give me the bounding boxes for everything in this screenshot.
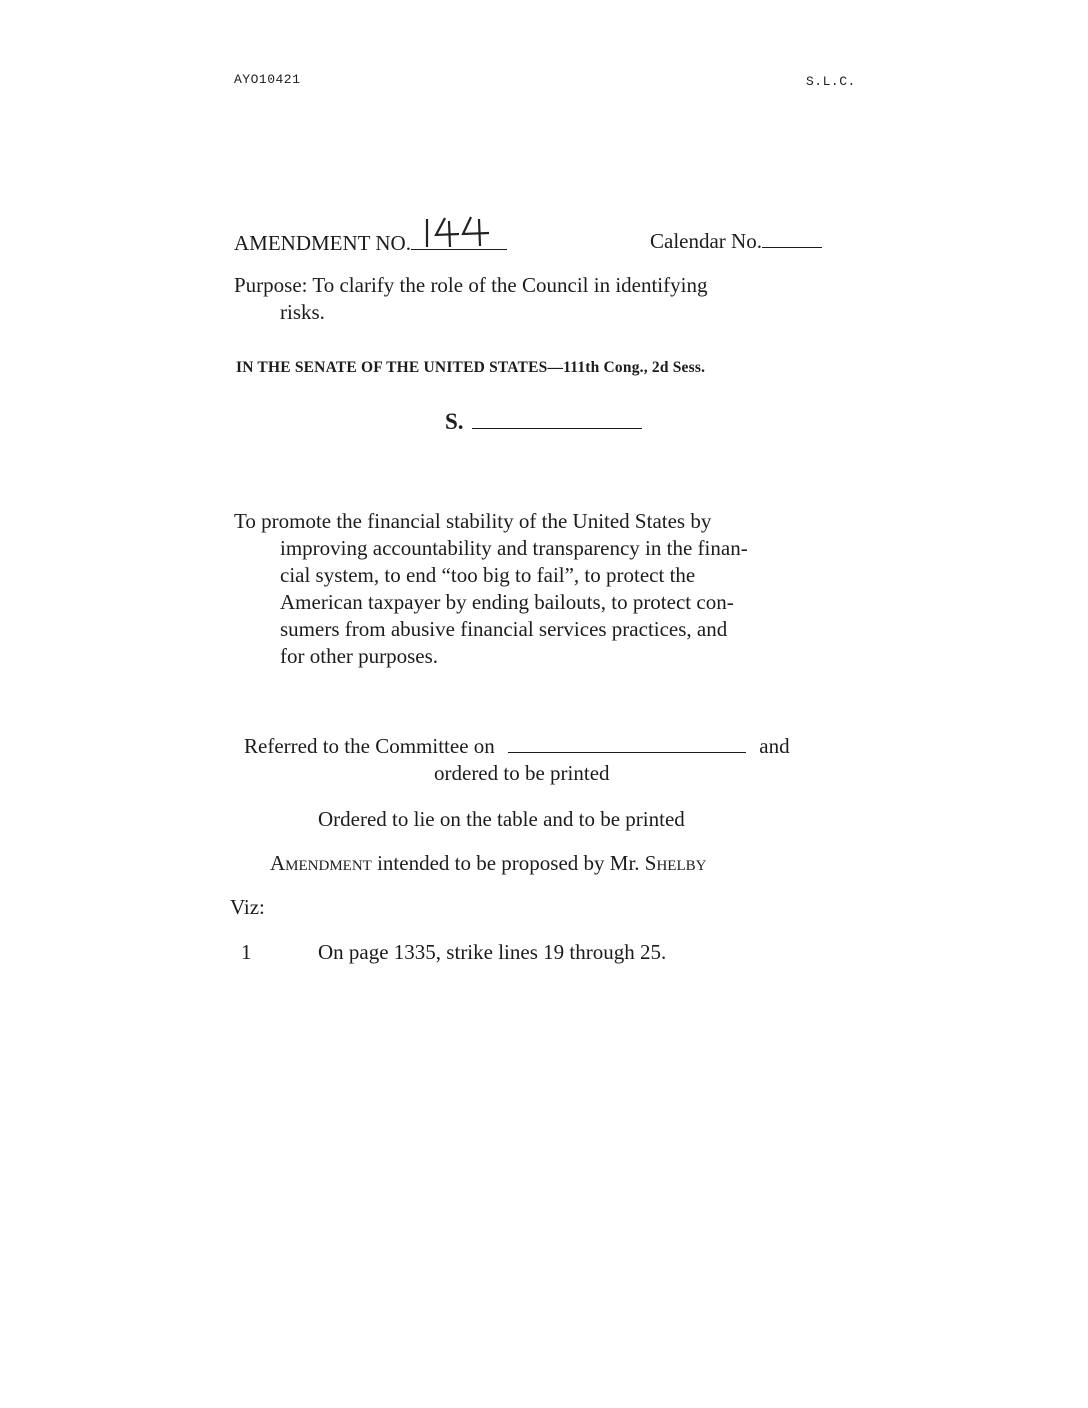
senate-heading: IN THE SENATE OF THE UNITED STATES—111th Cong., 2d Sess.: [236, 359, 706, 376]
bill-number-blank: [472, 408, 642, 429]
amendment-word: Amendment: [270, 851, 372, 875]
amendment-text-line: On page 1335, strike lines 19 through 25.: [318, 940, 667, 964]
referral-text: Referred to the Committee on: [244, 734, 495, 758]
purpose-line-1: [234, 272, 854, 299]
title-line: To promote the financial stability of the United States by: [234, 509, 712, 533]
proposed-text: intended to be proposed by Mr.: [377, 851, 640, 875]
slc-code: S.L.C.: [806, 74, 856, 89]
title-line: American taxpayer by ending bailouts, to protect con-: [280, 590, 734, 614]
purpose-label: Purpose:: [234, 273, 308, 297]
bill-number-line: [445, 408, 642, 435]
viz-label: Viz:: [230, 895, 265, 919]
amendment-number-blank: [411, 227, 507, 250]
committee-blank: [508, 734, 746, 753]
bill-title: [234, 508, 852, 670]
bill-prefix: S.: [445, 409, 464, 434]
title-line: sumers from abusive financial services practices, and: [280, 617, 728, 641]
sponsor-name: Shelby: [644, 851, 707, 875]
document-code: AYO10421: [234, 72, 301, 87]
title-line: improving accountability and transparency in the finan-: [280, 536, 748, 560]
referral-line-2: ordered to be printed: [434, 761, 610, 785]
amendment-number-line: [234, 227, 507, 256]
title-line: for other purposes.: [280, 644, 439, 668]
calendar-number-line: [650, 229, 822, 254]
calendar-number-blank: [762, 229, 822, 248]
line-number: 1: [241, 940, 252, 964]
purpose-line-2: risks.: [280, 300, 325, 324]
proposed-by-line: [270, 850, 706, 877]
ordered-line: Ordered to lie on the table and to be printed: [318, 807, 685, 831]
referral-and: and: [759, 734, 790, 758]
purpose-text: To clarify the role of the Council in identifying: [312, 273, 708, 297]
amendment-label: AMENDMENT NO.: [234, 231, 411, 255]
calendar-label: Calendar No.: [650, 229, 762, 253]
title-line: cial system, to end “too big to fail”, to protect the: [280, 563, 696, 587]
handwritten-number-144: [419, 213, 515, 249]
referral-line-1: [244, 733, 790, 760]
